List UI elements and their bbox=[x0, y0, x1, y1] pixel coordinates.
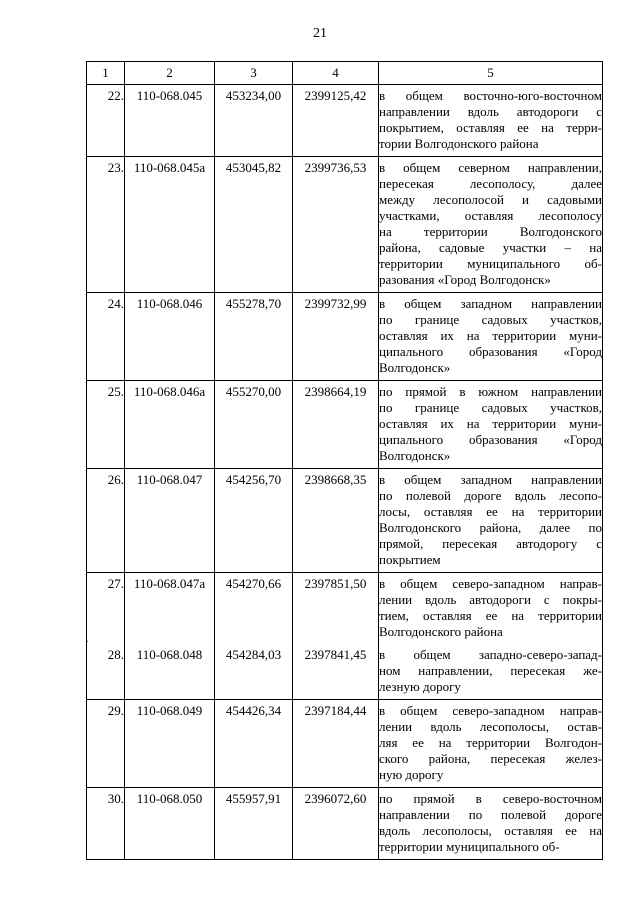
description-line: между лесополосой и садовыми bbox=[379, 192, 602, 207]
description-line: Волгодонск» bbox=[379, 448, 451, 463]
description-line: в общем северном направлении, bbox=[379, 160, 602, 175]
description-cell bbox=[379, 573, 603, 645]
page-number: 21 bbox=[313, 26, 327, 41]
y-coordinate-cell: 2398664,19 bbox=[293, 381, 379, 469]
description-line: ципального образования «Город bbox=[379, 344, 602, 359]
description-line: направлении по полевой дороге bbox=[379, 807, 602, 822]
y-coordinate-cell: 2396072,60 bbox=[293, 788, 379, 860]
y-coordinate-cell: 2397841,45 bbox=[293, 644, 379, 700]
x-coordinate-cell: 454270,66 bbox=[215, 573, 293, 645]
description-line: тием, оставляя ее на территории bbox=[379, 608, 602, 623]
boundary-points-table bbox=[86, 61, 603, 860]
description-line: района, садовые участки – на bbox=[379, 240, 602, 255]
description-line: ципального образования «Город bbox=[379, 432, 602, 447]
description-line: по прямой в северо-восточном bbox=[379, 791, 602, 806]
point-number-cell: 28. bbox=[87, 644, 125, 700]
description-cell bbox=[379, 700, 603, 788]
table-row bbox=[87, 293, 603, 381]
description-line: лении вдоль автодороги с покры- bbox=[379, 592, 602, 607]
point-number-cell: 29. bbox=[87, 700, 125, 788]
x-coordinate-cell: 454284,03 bbox=[215, 644, 293, 700]
column-header-description: 5 bbox=[379, 62, 603, 85]
description-line: в общем восточно-юго-восточном bbox=[379, 88, 602, 103]
description-line: пересекая лесополосу, далее bbox=[379, 176, 602, 191]
description-line: Волгодонского района, далее по bbox=[379, 520, 602, 535]
point-number-cell: 26. bbox=[87, 469, 125, 573]
description-line: по границе садовых участков, bbox=[379, 400, 602, 415]
description-line: ную дорогу bbox=[379, 767, 444, 782]
point-number-cell: 24. bbox=[87, 293, 125, 381]
description-line: лосы, оставляя ее на территории bbox=[379, 504, 602, 519]
description-line: покрытием bbox=[379, 552, 441, 567]
description-line: по полевой дороге вдоль лесопо- bbox=[379, 488, 602, 503]
point-code-cell: 110-068.048 bbox=[125, 644, 215, 700]
description-line: лении вдоль лесополосы, остав- bbox=[379, 719, 602, 734]
description-cell bbox=[379, 788, 603, 860]
point-code-cell: 110-068.047 bbox=[125, 469, 215, 573]
table-row bbox=[87, 788, 603, 860]
y-coordinate-cell: 2397184,44 bbox=[293, 700, 379, 788]
description-line: покрытием, оставляя ее на терри- bbox=[379, 120, 602, 135]
description-line: ляя ее на территории Волгодон- bbox=[379, 735, 602, 750]
description-line: в общем западно-северо-запад- bbox=[379, 647, 602, 662]
x-coordinate-cell: 455278,70 bbox=[215, 293, 293, 381]
x-coordinate-cell: 455957,91 bbox=[215, 788, 293, 860]
description-line: по границе садовых участков, bbox=[379, 312, 602, 327]
description-line: Волгодонск» bbox=[379, 360, 451, 375]
description-line: тории Волгодонского района bbox=[379, 136, 539, 151]
point-code-cell: 110-068.050 bbox=[125, 788, 215, 860]
point-number-cell: 23. bbox=[87, 157, 125, 293]
point-code-cell: 110-068.045а bbox=[125, 157, 215, 293]
y-coordinate-cell: 2398668,35 bbox=[293, 469, 379, 573]
point-number-cell: 27. bbox=[87, 573, 125, 645]
column-header-code: 2 bbox=[125, 62, 215, 85]
description-cell bbox=[379, 85, 603, 157]
description-line: оставляя их на территории муни- bbox=[379, 416, 602, 431]
description-line: по прямой в южном направлении bbox=[379, 384, 602, 399]
y-coordinate-cell: 2399125,42 bbox=[293, 85, 379, 157]
description-line: на территории Волгодонского bbox=[379, 224, 602, 239]
description-line: оставляя их на территории муни- bbox=[379, 328, 602, 343]
x-coordinate-cell: 454426,34 bbox=[215, 700, 293, 788]
y-coordinate-cell: 2399732,99 bbox=[293, 293, 379, 381]
description-line: участками, оставляя лесополосу bbox=[379, 208, 602, 223]
table-row bbox=[87, 85, 603, 157]
x-coordinate-cell: 453045,82 bbox=[215, 157, 293, 293]
description-line: ского района, пересекая желез- bbox=[379, 751, 602, 766]
description-cell bbox=[379, 644, 603, 700]
column-header-x: 3 bbox=[215, 62, 293, 85]
table-header-row bbox=[87, 62, 603, 85]
table-row bbox=[87, 573, 603, 645]
point-code-cell: 110-068.046а bbox=[125, 381, 215, 469]
table-row bbox=[87, 381, 603, 469]
y-coordinate-cell: 2399736,53 bbox=[293, 157, 379, 293]
description-cell bbox=[379, 157, 603, 293]
description-line: территории муниципального об- bbox=[379, 839, 560, 854]
description-cell bbox=[379, 381, 603, 469]
point-number-cell: 25. bbox=[87, 381, 125, 469]
y-coordinate-cell: 2397851,50 bbox=[293, 573, 379, 645]
point-number-cell: 22. bbox=[87, 85, 125, 157]
point-number-cell: 30. bbox=[87, 788, 125, 860]
point-code-cell: 110-068.045 bbox=[125, 85, 215, 157]
description-line: лезную дорогу bbox=[379, 679, 461, 694]
description-line: вдоль лесополосы, оставляя ее на bbox=[379, 823, 602, 838]
description-line: в общем северо-западном направ- bbox=[379, 576, 602, 591]
x-coordinate-cell: 454256,70 bbox=[215, 469, 293, 573]
description-line: разования «Город Волгодонск» bbox=[379, 272, 551, 287]
description-line: в общем северо-западном направ- bbox=[379, 703, 602, 718]
description-line: Волгодонского района bbox=[379, 624, 503, 639]
margin-mark: · bbox=[86, 637, 90, 648]
description-line: в общем западном направлении bbox=[379, 296, 602, 311]
column-header-y: 4 bbox=[293, 62, 379, 85]
description-line: прямой, пересекая автодорогу с bbox=[379, 536, 602, 551]
description-line: в общем западном направлении bbox=[379, 472, 602, 487]
table-body bbox=[87, 85, 603, 860]
table-row bbox=[87, 157, 603, 293]
point-code-cell: 110-068.049 bbox=[125, 700, 215, 788]
point-code-cell: 110-068.047а bbox=[125, 573, 215, 645]
x-coordinate-cell: 455270,00 bbox=[215, 381, 293, 469]
column-header-number: 1 bbox=[87, 62, 125, 85]
description-cell bbox=[379, 469, 603, 573]
description-line: ном направлении, пересекая же- bbox=[379, 663, 602, 678]
table-row bbox=[87, 700, 603, 788]
description-cell bbox=[379, 293, 603, 381]
x-coordinate-cell: 453234,00 bbox=[215, 85, 293, 157]
description-line: направлении вдоль автодороги с bbox=[379, 104, 602, 119]
table-row bbox=[87, 469, 603, 573]
table-row bbox=[87, 644, 603, 700]
description-line: территории муниципального об- bbox=[379, 256, 602, 271]
point-code-cell: 110-068.046 bbox=[125, 293, 215, 381]
